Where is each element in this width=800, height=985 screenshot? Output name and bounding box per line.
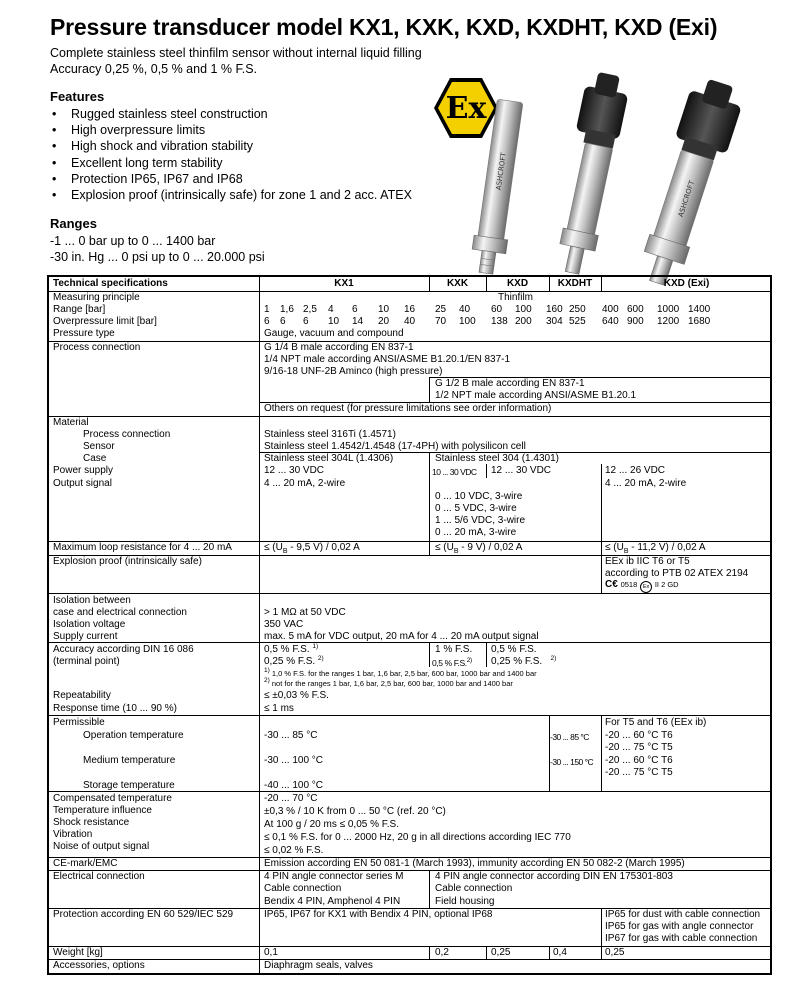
table-divider bbox=[601, 464, 602, 555]
table-divider bbox=[601, 908, 602, 946]
features-list bbox=[50, 106, 412, 203]
table-divider bbox=[486, 642, 487, 667]
ranges-line-1: -1 ... 0 bar up to 0 ... 1400 bar bbox=[50, 234, 216, 248]
label-repeatability: Repeatability bbox=[53, 690, 111, 701]
value-power-kxk: 10 ... 30 VDC bbox=[432, 467, 477, 477]
value-storage-kx1: -40 ... 100 °C bbox=[264, 780, 324, 791]
value-process-connection: Others on request (for pressure limitations see order information) bbox=[264, 403, 552, 414]
table-divider bbox=[47, 275, 772, 277]
value-medium-kxdht: -30 ... 150 °C bbox=[550, 757, 594, 767]
label-accuracy: Accuracy according DIN 16 086 bbox=[53, 644, 194, 655]
value-electrical-other: 4 PIN angle connector according DIN EN 175301-803 bbox=[435, 871, 673, 882]
ce-atex-mark: C€ 0518 Ex II 2 GD bbox=[605, 579, 679, 593]
table-divider bbox=[47, 341, 772, 342]
feature-item: • Protection IP65, IP67 and IP68 bbox=[52, 171, 243, 186]
value-noise: ≤ 0,02 % F.S. bbox=[264, 845, 324, 856]
value-weight-kxdht: 0,4 bbox=[553, 947, 567, 958]
label-compensated-temperature: Compensated temperature bbox=[53, 793, 172, 804]
label-weight: Weight [kg] bbox=[53, 947, 103, 958]
value-ce-mark: Emission according EN 50 081-1 (March 1993), immunity according EN 50 082-2 (March 1995) bbox=[264, 858, 685, 869]
range-value: 1 bbox=[264, 304, 270, 315]
range-value: 1000 bbox=[657, 304, 680, 315]
value-case-kx1: Stainless steel 304L (1.4306) bbox=[264, 453, 394, 464]
ranges-line-2: -30 in. Hg ... 0 psi up to 0 ... 20.000 psi bbox=[50, 250, 265, 264]
value-output-kxk: 0 ... 10 VDC, 3-wire bbox=[435, 491, 523, 502]
value-process-connection: 1/2 NPT male according ANSI/ASME B1.20.1 bbox=[435, 390, 637, 401]
value-power-exi: 12 ... 26 VDC bbox=[605, 465, 666, 476]
label-overpressure: Overpressure limit [bar] bbox=[53, 316, 157, 327]
label-explosion-proof: Explosion proof (intrinsically safe) bbox=[53, 556, 202, 567]
label-vibration: Vibration bbox=[53, 829, 93, 840]
table-divider bbox=[47, 946, 772, 947]
label-response-time: Response time (10 ... 90 %) bbox=[53, 703, 177, 714]
value-loop-kx1: ≤ ($U_B - 9,5$ V) / 0,02 A bbox=[264, 542, 360, 555]
label-material-sensor: Sensor bbox=[83, 441, 115, 452]
value-medium-kx1: -30 ... 100 °C bbox=[264, 755, 324, 766]
transducer-kxk-image bbox=[547, 70, 632, 277]
label-accessories: Accessories, options bbox=[53, 960, 145, 971]
table-divider bbox=[47, 973, 772, 975]
brand-label: ASHCROFT bbox=[676, 179, 697, 219]
label-isolation-voltage: Isolation voltage bbox=[53, 619, 126, 630]
range-value: 16 bbox=[404, 304, 416, 315]
value-accuracy-kx1: 0,25 % F.S. $^{2)}$ bbox=[264, 655, 324, 667]
table-divider bbox=[486, 946, 487, 959]
value-protection-exi: IP65 for gas with angle connector bbox=[605, 921, 754, 932]
subtitle-line-2: Accuracy 0,25 %, 0,5 % and 1 % F.S. bbox=[50, 62, 258, 76]
label-noise: Noise of output signal bbox=[53, 841, 150, 852]
value-accuracy-kxd: 0,5 % F.S. bbox=[491, 644, 537, 655]
label-supply-current: Supply current bbox=[53, 631, 118, 642]
table-divider bbox=[601, 555, 602, 593]
bullet-icon: • bbox=[52, 155, 57, 170]
column-header-kxd-exi: KXD (Exi) bbox=[663, 278, 710, 289]
range-value: 40 bbox=[459, 304, 471, 315]
table-divider bbox=[47, 791, 772, 792]
value-repeatability: ≤ ±0,03 % F.S. bbox=[264, 690, 329, 701]
label-accuracy: (terminal point) bbox=[53, 656, 120, 667]
bullet-icon: • bbox=[52, 107, 57, 121]
footnote-1: $^{1)}$ 1,0 % F.S. for the ranges 1 bar, 1,6 bar, 2,5 bar, 600 bar, 1000 bar and 1400 bar bbox=[264, 667, 537, 678]
footnote-2: $^{2)}$ not for the ranges 1 bar, 1,6 bar, 2,5 bar, 600 bar, 1000 bar and 1400 bar bbox=[264, 677, 513, 688]
table-divider bbox=[429, 642, 430, 667]
overpressure-value: 640 bbox=[602, 316, 619, 327]
value-process-connection: G 1/2 B male according EN 837-1 bbox=[435, 378, 585, 389]
value-accuracy-kx1: 0,5 % F.S. $^{1)}$ bbox=[264, 643, 319, 655]
value-output-kxk: 0 ... 5 VDC, 3-wire bbox=[435, 503, 517, 514]
table-divider bbox=[47, 642, 772, 643]
table-divider bbox=[259, 452, 772, 453]
table-divider bbox=[429, 377, 430, 402]
range-value: 60 bbox=[491, 304, 503, 315]
bullet-icon: • bbox=[52, 187, 57, 202]
overpressure-value: 200 bbox=[515, 316, 532, 327]
table-divider bbox=[601, 715, 602, 791]
bullet-icon: • bbox=[52, 139, 57, 154]
value-electrical-kx1: Bendix 4 PIN, Amphenol 4 PIN bbox=[264, 896, 401, 907]
label-material-process-connection: Process connection bbox=[83, 429, 171, 440]
features-heading: Features bbox=[50, 89, 105, 104]
value-accuracy-kxk: 1 % F.S. bbox=[435, 644, 473, 655]
value-accuracy-kxk: 0,5 % F.S.$^{2)}$ bbox=[432, 657, 472, 668]
overpressure-value: 6 bbox=[303, 316, 309, 327]
value-case-other: Stainless steel 304 (1.4301) bbox=[435, 453, 559, 464]
label-material-case: Case bbox=[83, 453, 107, 464]
value-process-connection: 9/16-18 UNF-2B Aminco (high pressure) bbox=[264, 366, 443, 377]
value-loop-kxk: ≤ ($U_B - 9$ V) / 0,02 A bbox=[435, 542, 523, 555]
range-value: 10 bbox=[378, 304, 390, 315]
value-isolation-voltage: 350 VAC bbox=[264, 619, 304, 630]
label-pressure-type: Pressure type bbox=[53, 328, 115, 339]
value-permissible-exi-head: For T5 and T6 (EEx ib) bbox=[605, 717, 707, 728]
label-process-connection: Process connection bbox=[53, 342, 141, 353]
label-permissible: Permissible bbox=[53, 717, 105, 728]
value-protection-exi: IP65 for dust with cable connection bbox=[605, 909, 761, 920]
column-header-kxd: KXD bbox=[506, 278, 529, 289]
label-isolation: case and electrical connection bbox=[53, 607, 187, 618]
value-electrical-other: Field housing bbox=[435, 896, 495, 907]
value-power-kxd: 12 ... 30 VDC bbox=[491, 465, 552, 476]
value-electrical-other: Cable connection bbox=[435, 883, 513, 894]
label-storage-temperature: Storage temperature bbox=[83, 780, 175, 791]
overpressure-value: 10 bbox=[328, 316, 340, 327]
label-medium-temperature: Medium temperature bbox=[83, 755, 176, 766]
ex-warning-icon bbox=[434, 78, 498, 138]
label-protection: Protection according EN 60 529/IEC 529 bbox=[53, 909, 234, 920]
overpressure-value: 1200 bbox=[657, 316, 680, 327]
feature-item: • High shock and vibration stability bbox=[52, 139, 254, 154]
range-value: 250 bbox=[569, 304, 586, 315]
value-shock-resistance: At 100 g / 20 ms ≤ 0,05 % F.S. bbox=[264, 819, 399, 830]
table-divider bbox=[429, 870, 430, 908]
value-operation-kxdht: -30 ... 85 °C bbox=[550, 732, 589, 742]
table-divider bbox=[47, 555, 772, 556]
value-electrical-kx1: Cable connection bbox=[264, 883, 342, 894]
table-divider bbox=[429, 275, 430, 291]
range-value: 1400 bbox=[688, 304, 711, 315]
overpressure-value: 525 bbox=[569, 316, 586, 327]
value-explosion-1: EEx ib IIC T6 or T5 bbox=[605, 556, 690, 567]
value-electrical-kx1: 4 PIN angle connector series M bbox=[264, 871, 404, 882]
label-electrical-connection: Electrical connection bbox=[53, 871, 145, 882]
label-temperature-influence: Temperature influence bbox=[53, 805, 152, 816]
column-header-kxk: KXK bbox=[446, 278, 469, 289]
brand-label: ASHCROFT bbox=[494, 152, 508, 191]
table-divider bbox=[549, 946, 550, 959]
ex-text: Ex bbox=[445, 91, 487, 126]
column-header-kxdht: KXDHT bbox=[557, 278, 593, 289]
column-header-kx1: KX1 bbox=[334, 278, 354, 289]
range-value: 1,6 bbox=[280, 304, 294, 315]
value-protection-exi: IP67 for gas with cable connection bbox=[605, 933, 758, 944]
overpressure-value: 70 bbox=[435, 316, 447, 327]
label-power-supply: Power supply bbox=[53, 465, 114, 476]
range-value: 600 bbox=[627, 304, 644, 315]
label-operation-temperature: Operation temperature bbox=[83, 730, 184, 741]
value-power-kx1: 12 ... 30 VDC bbox=[264, 465, 325, 476]
feature-item: • High overpressure limits bbox=[52, 123, 206, 138]
table-divider bbox=[47, 870, 772, 871]
value-operation-kx1: -30 ... 85 °C bbox=[264, 730, 318, 741]
table-divider bbox=[47, 715, 772, 716]
value-medium-exi: -20 ... 75 °C T5 bbox=[605, 767, 673, 778]
table-divider bbox=[486, 275, 487, 291]
value-vibration: ≤ 0,1 % F.S. for 0 ... 2000 Hz, 20 g in all directions according IEC 770 bbox=[264, 832, 571, 843]
feature-item: • Explosion proof (intrinsically safe) for zone 1 and 2 acc. ATEX bbox=[52, 187, 412, 202]
value-medium-exi: -20 ... 60 °C T6 bbox=[605, 755, 673, 766]
value-accessories: Diaphragm seals, valves bbox=[264, 960, 373, 971]
table-divider bbox=[47, 541, 772, 542]
overpressure-value: 6 bbox=[264, 316, 270, 327]
overpressure-value: 40 bbox=[404, 316, 416, 327]
overpressure-value: 20 bbox=[378, 316, 390, 327]
value-protection-kx1: IP65, IP67 for KX1 with Bendix 4 PIN, optional IP68 bbox=[264, 909, 493, 920]
range-value: 4 bbox=[328, 304, 334, 315]
ranges-heading: Ranges bbox=[50, 216, 97, 231]
value-weight-kxk: 0,2 bbox=[435, 947, 449, 958]
table-divider bbox=[47, 857, 772, 858]
value-measuring-principle: Thinfilm bbox=[497, 292, 533, 303]
table-divider bbox=[601, 946, 602, 959]
value-weight-exi: 0,25 bbox=[605, 947, 625, 958]
table-divider bbox=[429, 377, 772, 378]
overpressure-value: 6 bbox=[280, 316, 286, 327]
overpressure-value: 900 bbox=[627, 316, 644, 327]
value-explosion-2: according to PTB 02 ATEX 2194 bbox=[605, 568, 749, 579]
table-divider bbox=[549, 275, 550, 291]
value-material-process-connection: Stainless steel 316Ti (1.4571) bbox=[264, 429, 396, 440]
table-divider bbox=[429, 946, 430, 959]
bullet-icon: • bbox=[52, 123, 57, 138]
technical-specifications-table bbox=[47, 275, 772, 975]
table-divider bbox=[47, 908, 772, 909]
feature-item: • Rugged stainless steel construction bbox=[52, 107, 268, 121]
value-weight-kxd: 0,25 bbox=[491, 947, 511, 958]
overpressure-value: 1680 bbox=[688, 316, 711, 327]
label-output-signal: Output signal bbox=[53, 478, 112, 489]
table-divider bbox=[47, 959, 772, 960]
value-output-exi: 4 ... 20 mA, 2-wire bbox=[605, 478, 687, 489]
value-temperature-influence: ±0,3 % / 10 K from 0 ... 50 °C (ref. 20 °C) bbox=[264, 806, 446, 817]
range-value: 160 bbox=[546, 304, 563, 315]
range-value: 100 bbox=[515, 304, 532, 315]
overpressure-value: 14 bbox=[352, 316, 364, 327]
label-measuring-principle: Measuring principle bbox=[53, 292, 140, 303]
table-divider bbox=[601, 275, 602, 291]
bullet-icon: • bbox=[52, 171, 57, 186]
overpressure-value: 304 bbox=[546, 316, 563, 327]
value-operation-exi: -20 ... 60 °C T6 bbox=[605, 730, 673, 741]
page-title: Pressure transducer model KX1, KXK, KXD, KXDHT, KXD (Exi) bbox=[50, 14, 718, 40]
table-divider bbox=[259, 402, 772, 403]
value-accuracy-kxd: 0,25 % F.S. $^{2)}$ bbox=[491, 655, 557, 667]
label-range: Range [bar] bbox=[53, 304, 106, 315]
value-output-kx1: 4 ... 20 mA, 2-wire bbox=[264, 478, 346, 489]
label-loop-resistance: Maximum loop resistance for 4 ... 20 mA bbox=[53, 542, 232, 553]
table-divider bbox=[486, 464, 487, 478]
value-compensated-temperature: -20 ... 70 °C bbox=[264, 793, 318, 804]
value-process-connection: G 1/4 B male according EN 837-1 bbox=[264, 342, 414, 353]
table-divider bbox=[429, 541, 430, 555]
value-supply-current: max. 5 mA for VDC output, 20 mA for 4 ... 20 mA output signal bbox=[264, 631, 539, 642]
overpressure-value: 138 bbox=[491, 316, 508, 327]
value-process-connection: 1/4 NPT male according ANSI/ASME B1.20.1/EN 837-1 bbox=[264, 354, 511, 365]
label-material: Material bbox=[53, 417, 89, 428]
label-isolation: Isolation between bbox=[53, 595, 131, 606]
value-isolation: > 1 MΩ at 50 VDC bbox=[264, 607, 346, 618]
subtitle-line-1: Complete stainless steel thinfilm sensor without internal liquid filling bbox=[50, 46, 422, 60]
label-ce-mark: CE-mark/EMC bbox=[53, 858, 118, 869]
range-value: 6 bbox=[352, 304, 358, 315]
range-value: 400 bbox=[602, 304, 619, 315]
feature-item: • Excellent long term stability bbox=[52, 155, 223, 170]
ce-mark-icon: C€ bbox=[605, 579, 618, 590]
table-divider bbox=[47, 593, 772, 594]
range-value: 25 bbox=[435, 304, 447, 315]
value-material-sensor: Stainless steel 1.4542/1.4548 (17-4PH) with polysilicon cell bbox=[264, 441, 526, 452]
table-divider bbox=[549, 715, 550, 791]
table-divider bbox=[429, 464, 430, 541]
table-divider bbox=[47, 291, 772, 292]
overpressure-value: 100 bbox=[459, 316, 476, 327]
value-weight-kx1: 0,1 bbox=[264, 947, 278, 958]
value-output-kxk: 1 ... 5/6 VDC, 3-wire bbox=[435, 515, 526, 526]
transducer-kxd-image bbox=[630, 75, 746, 291]
table-header: Technical specifications bbox=[53, 278, 168, 289]
value-pressure-type: Gauge, vacuum and compound bbox=[264, 328, 404, 339]
value-loop-exi: ≤ ($U_B - 11,2$ V) / 0,02 A bbox=[605, 542, 706, 555]
label-shock-resistance: Shock resistance bbox=[53, 817, 130, 828]
value-operation-exi: -20 ... 75 °C T5 bbox=[605, 742, 673, 753]
table-divider bbox=[47, 416, 772, 417]
value-output-kxk: 0 ... 20 mA, 3-wire bbox=[435, 527, 517, 538]
ex-mark-icon: Ex bbox=[640, 581, 652, 593]
range-value: 2,5 bbox=[303, 304, 317, 315]
value-response-time: ≤ 1 ms bbox=[264, 703, 294, 714]
